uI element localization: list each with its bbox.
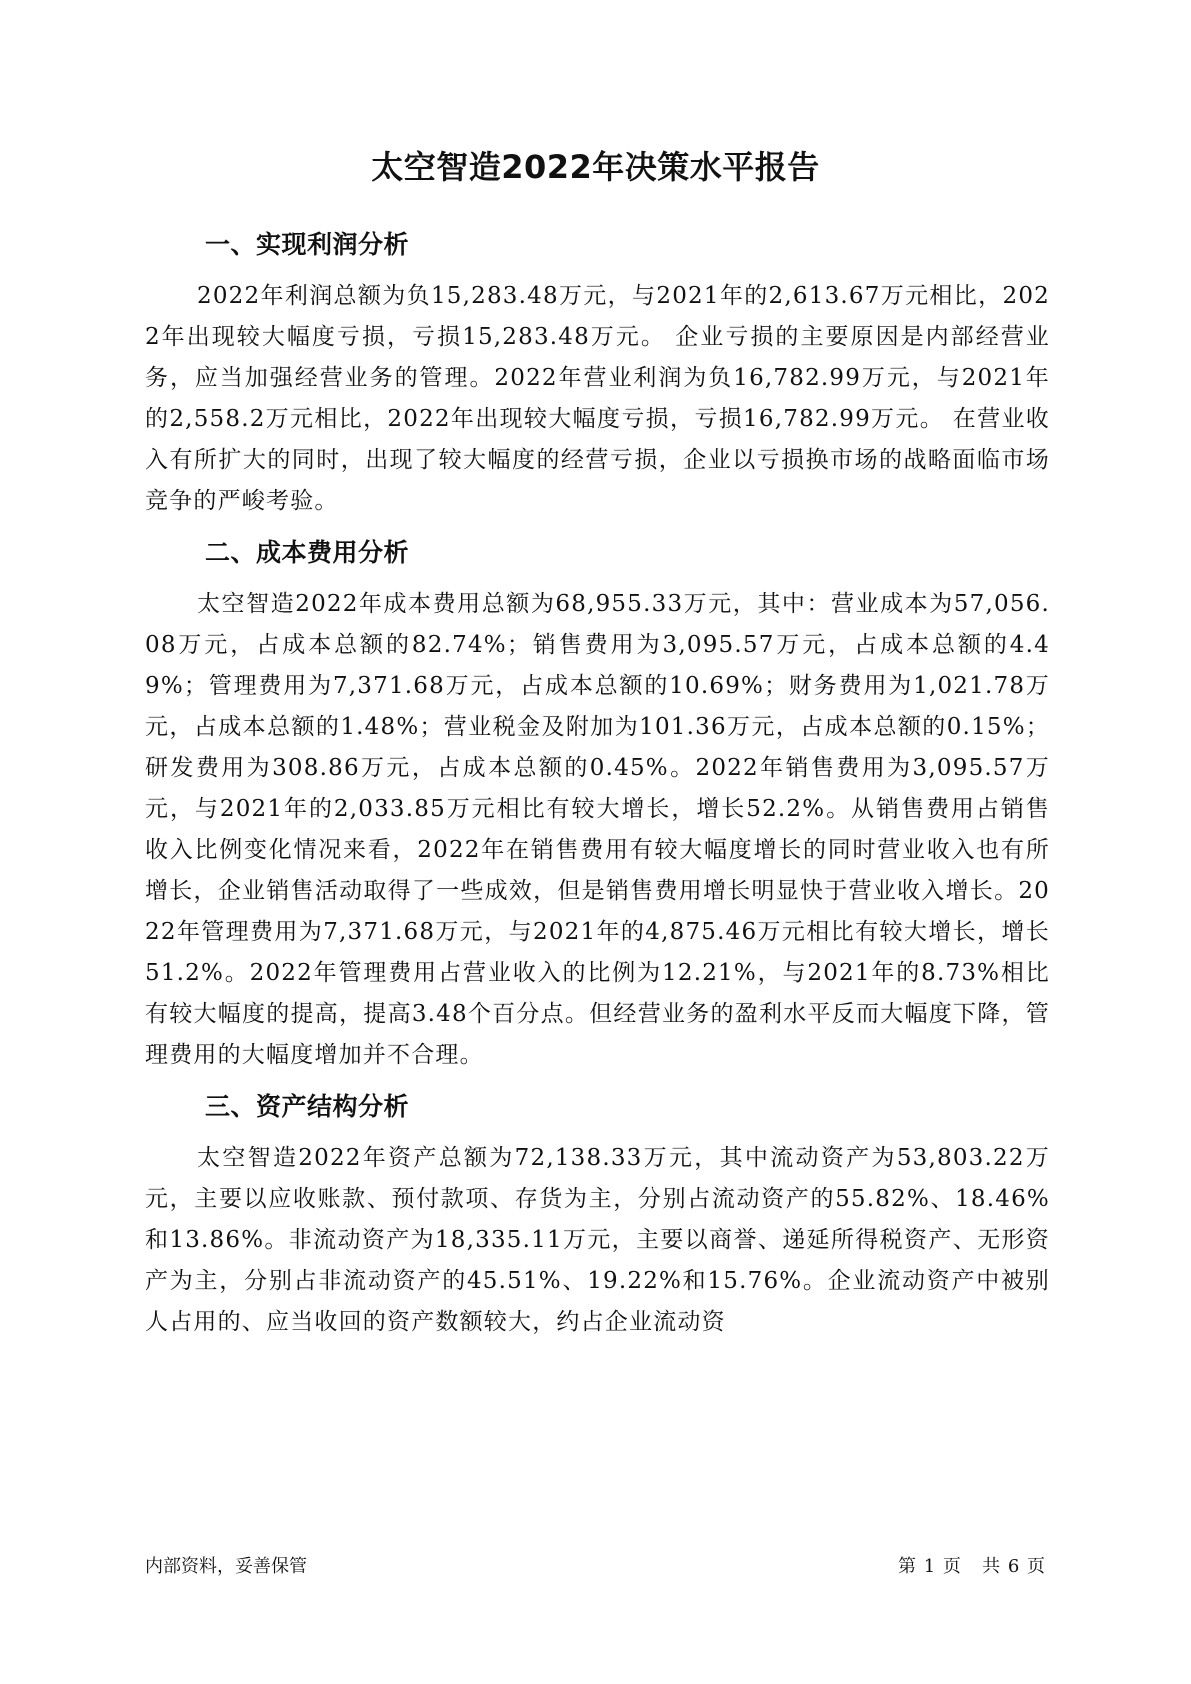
section-heading: 一、实现利润分析 [205,230,410,259]
section-assets [145,1088,1050,1343]
document-body [145,226,1050,1355]
section-heading: 三、资产结构分析 [205,1092,410,1121]
section-paragraph: 太空智造2022年成本费用总额为68,955.33万元，其中：营业成本为57,056.08万元，占成本总额的82.74%；销售费用为3,095.57万元，占成本总额的4.49%；管理费用为7,371.68万元，占成本总额的10.69%；财务费用为1,021.78万元，占成本总额的1.48%；营业税金及附加为101.36万元，占成本总额的0.15%；研发费用为308.86万元，占成本总额的0.45%。2022年销售费用为3,095.57万元，与2021年的2,033.85万元相比有较大增长，增长52.2%。从销售费用占销售收入比例变化情况来看，2022年在销售费用有较大幅度增长的同时营业收入也有所增长，企业销售活动取得了一些成效，但是销售费用增长明显快于营业收入增长。2022年管理费用为7,371.68万元，与2021年的4,875.46万元相比有较大增长，增长51.2%。2022年管理费用占营业收入的比例为12.21%，与2021年的8.73%相比有较大幅度的提高，提高3.48个百分点。但经营业务的盈利水平反而大幅度下降，管理费用的大幅度增加并不合理。 [145,591,1050,1068]
section-cost [145,534,1050,1076]
footer-total-label: 共 6 页 [982,1556,1046,1577]
footer-page-number [898,1552,1046,1578]
section-paragraph: 太空智造2022年资产总额为72,138.33万元，其中流动资产为53,803.22万元，主要以应收账款、预付款项、存货为主，分别占流动资产的55.82%、18.46%和13.86%。非流动资产为18,335.11万元，主要以商誉、递延所得税资产、无形资产为主，分别占非流动资产的45.51%、19.22%和15.76%。企业流动资产中被别人占用的、应当收回的资产数额较大，约占企业流动资 [145,1145,1050,1335]
footer-confidential-note: 内部资料，妥善保管 [145,1556,307,1577]
footer-page-label: 第 1 页 [898,1556,962,1577]
section-heading: 二、成本费用分析 [205,538,410,567]
document-title: 太空智造2022年决策水平报告 [371,148,820,186]
section-paragraph: 2022年利润总额为负15,283.48万元，与2021年的2,613.67万元相比，2022年出现较大幅度亏损，亏损15,283.48万元。 企业亏损的主要原因是内部经营业务，应当加强经营业务的管理。2022年营业利润为负16,782.99万元，与2021年的2,558.2万元相比，2022年出现较大幅度亏损，亏损16,782.99万元。 在营业收入有所扩大的同时，出现了较大幅度的经营亏损，企业以亏损换市场的战略面临市场竞争的严峻考验。 [145,283,1050,514]
section-profit [145,226,1050,522]
